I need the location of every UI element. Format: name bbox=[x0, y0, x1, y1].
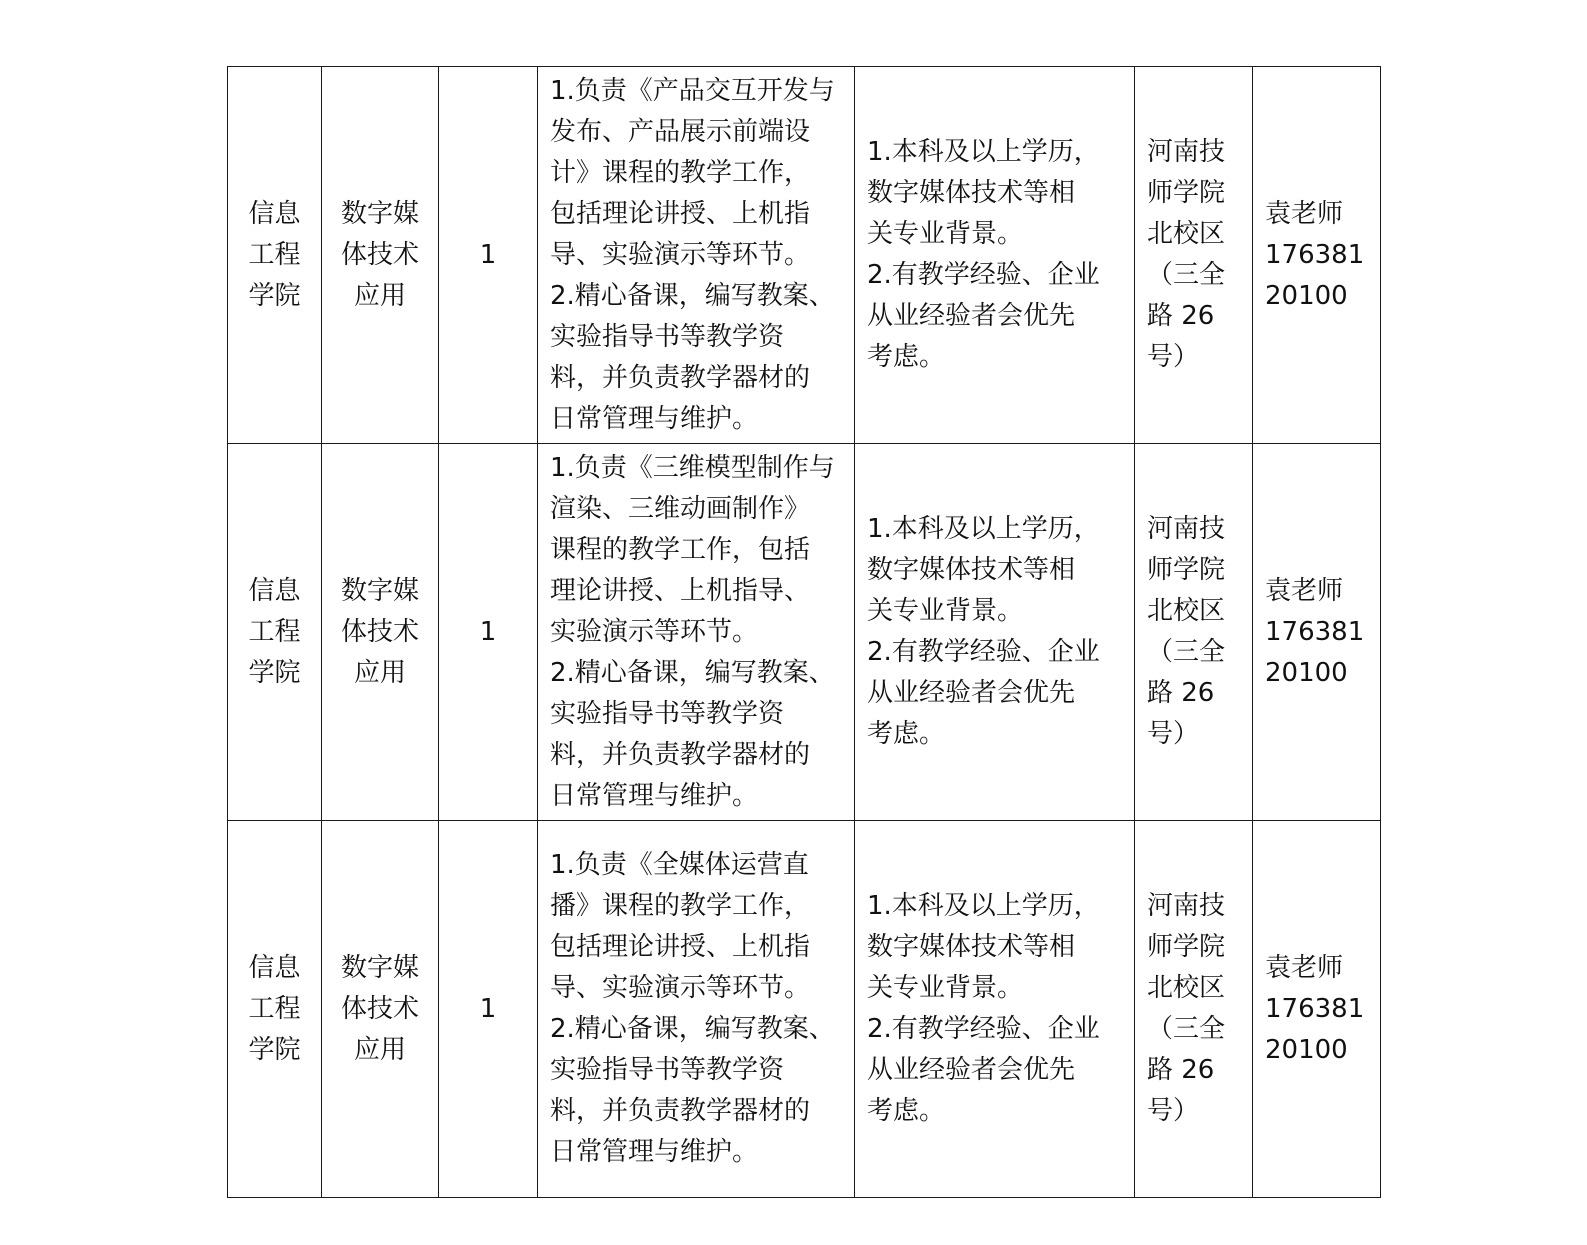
table-row bbox=[228, 821, 1381, 1198]
college-cell: 信息 工程 学院 bbox=[228, 67, 322, 444]
major-cell: 数字媒 体技术 应用 bbox=[322, 821, 439, 1198]
headcount-cell: 1 bbox=[439, 444, 538, 821]
location-cell: 河南技 师学院 北校区 （三全 路 26 号） bbox=[1135, 821, 1253, 1198]
headcount-cell: 1 bbox=[439, 821, 538, 1198]
college-cell: 信息 工程 学院 bbox=[228, 444, 322, 821]
requirement-cell: 1.本科及以上学历， 数字媒体技术等相 关专业背景。 2.有教学经验、企业 从业经验者会优先 考虑。 bbox=[855, 67, 1135, 444]
major-cell: 数字媒 体技术 应用 bbox=[322, 444, 439, 821]
contact-cell: 袁老师 176381 20100 bbox=[1253, 67, 1381, 444]
duty-cell: 1.负责《产品交互开发与 发布、产品展示前端设 计》课程的教学工作， 包括理论讲授、上机指 导、实验演示等环节。 2.精心备课，编写教案、 实验指导书等教学资 料，并负责教学器材的 日常管理与维护。 bbox=[538, 67, 855, 444]
recruitment-table bbox=[227, 66, 1381, 1198]
major-cell: 数字媒 体技术 应用 bbox=[322, 67, 439, 444]
contact-cell: 袁老师 176381 20100 bbox=[1253, 444, 1381, 821]
college-cell: 信息 工程 学院 bbox=[228, 821, 322, 1198]
duty-cell: 1.负责《全媒体运营直 播》课程的教学工作， 包括理论讲授、上机指 导、实验演示等环节。 2.精心备课，编写教案、 实验指导书等教学资 料，并负责教学器材的 日常管理与维护。 bbox=[538, 821, 855, 1198]
headcount-cell: 1 bbox=[439, 67, 538, 444]
table-row bbox=[228, 444, 1381, 821]
requirement-cell: 1.本科及以上学历， 数字媒体技术等相 关专业背景。 2.有教学经验、企业 从业经验者会优先 考虑。 bbox=[855, 821, 1135, 1198]
table-row bbox=[228, 67, 1381, 444]
location-cell: 河南技 师学院 北校区 （三全 路 26 号） bbox=[1135, 67, 1253, 444]
duty-cell: 1.负责《三维模型制作与 渲染、三维动画制作》 课程的教学工作，包括 理论讲授、上机指导、 实验演示等环节。 2.精心备课，编写教案、 实验指导书等教学资 料，并负责教学器材的 日常管理与维护。 bbox=[538, 444, 855, 821]
contact-cell: 袁老师 176381 20100 bbox=[1253, 821, 1381, 1198]
requirement-cell: 1.本科及以上学历， 数字媒体技术等相 关专业背景。 2.有教学经验、企业 从业经验者会优先 考虑。 bbox=[855, 444, 1135, 821]
location-cell: 河南技 师学院 北校区 （三全 路 26 号） bbox=[1135, 444, 1253, 821]
